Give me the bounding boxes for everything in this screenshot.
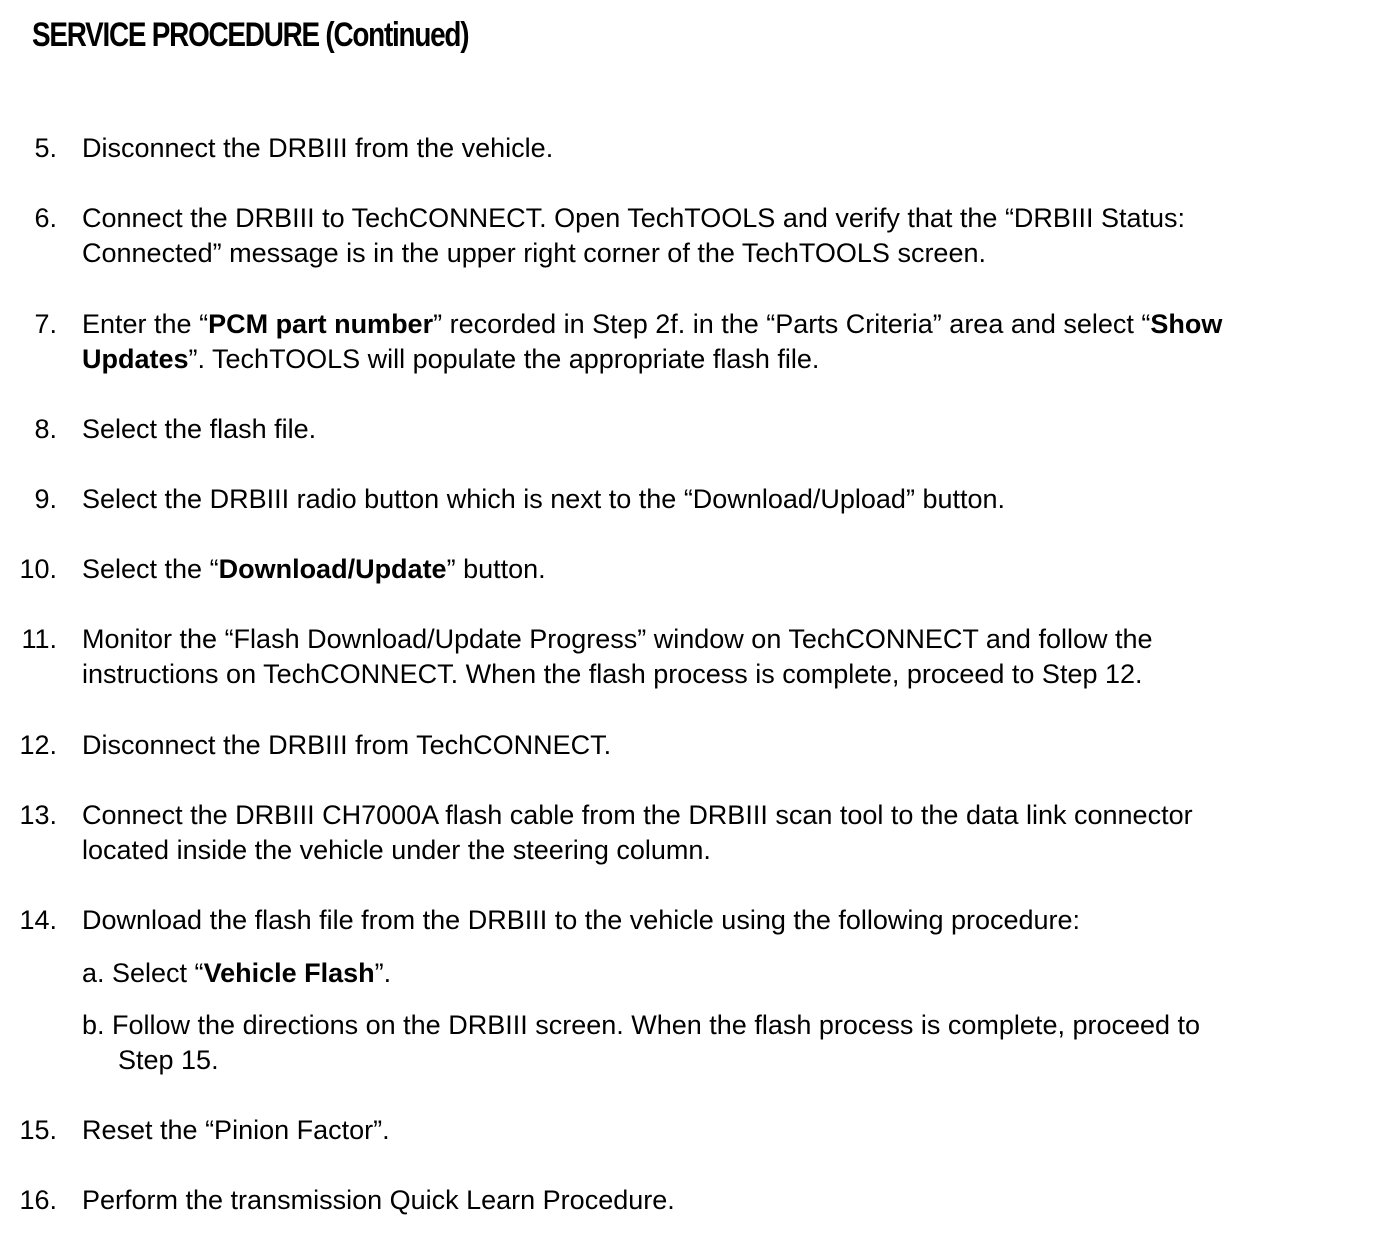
step-plain-text: Enter the “ [82,309,209,339]
step-bold-text: Updates [82,344,189,374]
step-text [82,1183,675,1218]
page-title: SERVICE PROCEDURE (Continued) [32,16,469,54]
step-line [82,1183,675,1218]
step-plain-text: Connect the DRBIII to TechCONNECT. Open TechTOOLS and verify that the “DRBIII Status: [82,203,1185,233]
step-plain-text: Reset the “Pinion Factor”. [82,1115,390,1145]
step-plain-text: ” recorded in Step 2f. in the “Parts Criteria” area and select “ [433,309,1151,339]
step-bold-text: Show [1150,309,1223,339]
step-line [82,833,1193,868]
step-number: 13. [19,800,57,830]
step-text [82,728,611,763]
step-bold-text: Download/Update [218,554,447,584]
step-number: 11. [21,624,57,654]
step-plain-text: Monitor the “Flash Download/Update Progress” window on TechCONNECT and follow the [82,624,1153,654]
step-text [82,798,1193,868]
step-plain-text: Download the flash file from the DRBIII to the vehicle using the following procedure: [82,905,1081,935]
substep-b-line2: Step 15. [118,1045,219,1075]
step-text [82,412,316,447]
step-text [82,131,553,166]
step-text [82,307,1222,377]
step-number: 14. [19,905,57,935]
substep-a-end: ”. [374,958,392,988]
step-line [82,1113,390,1148]
step-plain-text: Perform the transmission Quick Learn Procedure. [82,1185,675,1215]
step-line [82,482,1005,517]
step-line [82,552,546,587]
step-number: 8. [34,414,57,444]
step-line [82,412,316,447]
substep-b [82,1008,1200,1078]
step-plain-text: Select the DRBIII radio button which is next to the “Download/Upload” button. [82,484,1006,514]
substep-b-line1: b. Follow the directions on the DRBIII screen. When the flash process is complete, proceed to [82,1010,1201,1040]
step-number: 16. [19,1185,57,1215]
step-plain-text: Disconnect the DRBIII from the vehicle. [82,133,554,163]
step-number: 5. [34,133,57,163]
step-number: 15. [19,1115,57,1145]
step-text [82,201,1185,271]
step-number: 7. [34,309,57,339]
step-text [82,622,1153,692]
substep-a-bold: Vehicle Flash [203,958,375,988]
step-plain-text: Disconnect the DRBIII from TechCONNECT. [82,730,612,760]
step-line [82,236,1185,271]
step-text [82,1113,390,1148]
step-plain-text: Select the flash file. [82,414,317,444]
step-line [82,798,1193,833]
step-plain-text: Select the “ [82,554,219,584]
step-line [82,307,1222,342]
step-text [82,552,546,587]
step-plain-text: ” button. [446,554,546,584]
step-line [82,728,611,763]
step-line [82,622,1153,657]
step-line [82,201,1185,236]
step-line [82,657,1153,692]
step-text [82,903,1080,938]
step-plain-text: located inside the vehicle under the steering column. [82,835,711,865]
step-line [82,342,1222,377]
step-plain-text: Connected” message is in the upper right corner of the TechTOOLS screen. [82,238,986,268]
step-number: 12. [19,730,57,760]
step-plain-text: ”. TechTOOLS will populate the appropriate flash file. [188,344,820,374]
substep-a-text: a. Select “ [82,958,204,988]
step-text [82,482,1005,517]
step-line [82,131,553,166]
step-number: 6. [34,203,57,233]
step-plain-text: instructions on TechCONNECT. When the flash process is complete, proceed to Step 12. [82,659,1143,689]
step-plain-text: Connect the DRBIII CH7000A flash cable from the DRBIII scan tool to the data link connector [82,800,1193,830]
step-number: 9. [34,484,57,514]
step-bold-text: PCM part number [208,309,434,339]
substep-a [82,956,391,991]
step-number: 10. [19,554,57,584]
step-line [82,903,1080,938]
